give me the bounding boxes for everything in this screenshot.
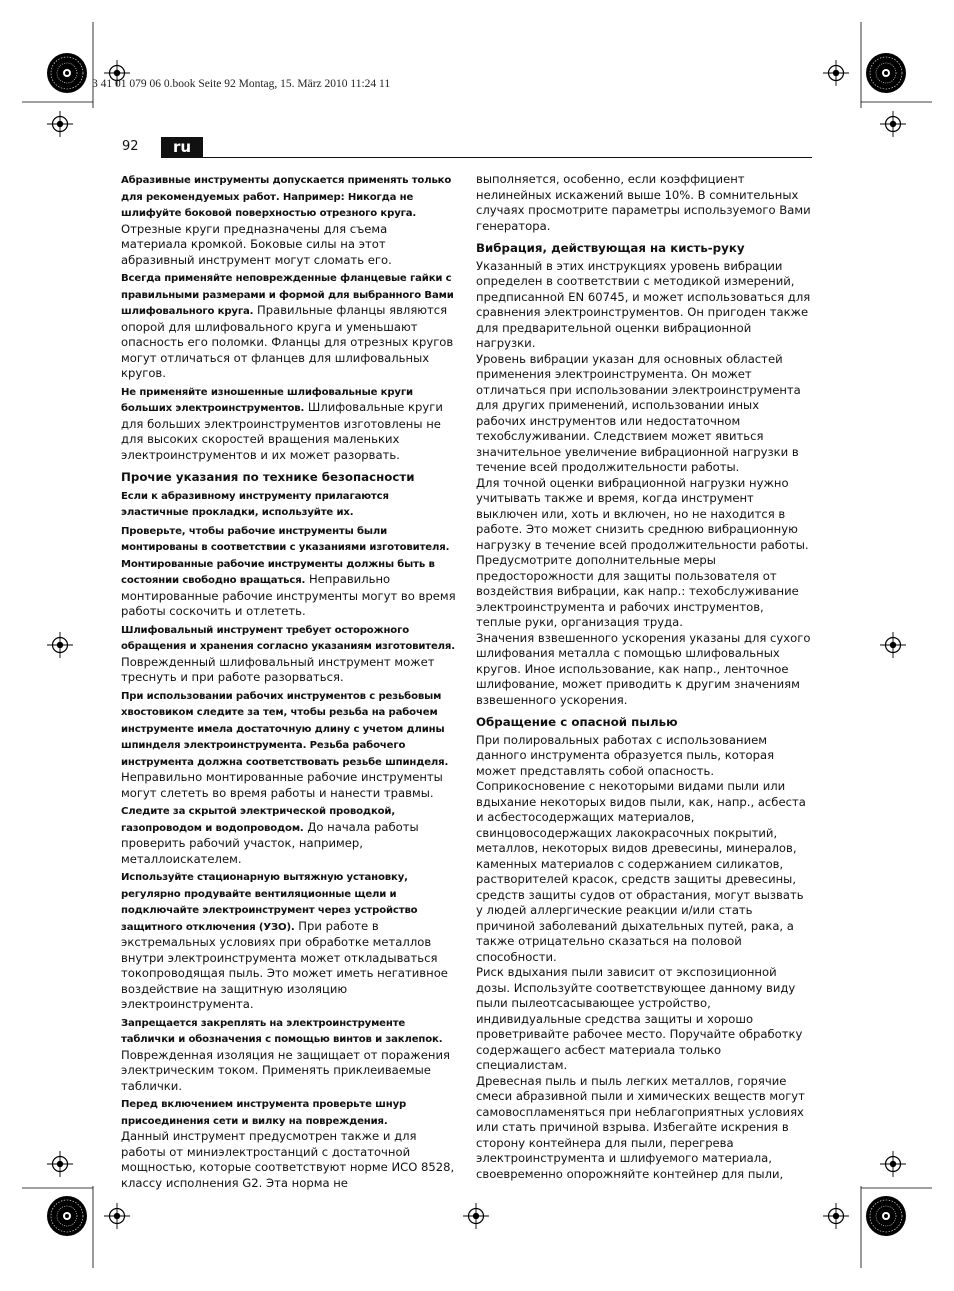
paragraph bbox=[121, 384, 457, 464]
paragraph: Для точной оценки вибрационной нагрузки нужно учитывать также и время, когда инструмент выключен или, хоть и включен, но не находится в работе. Это может снизить среднюю вибрационную нагрузку в течение всей продолжительности работы. bbox=[476, 475, 809, 552]
body-text: При работе в экстремальных условиях при обработке металлов внутри электроинструмента может откладываться токопроводящая пыль. Это может иметь негативное воздействие на защитную изоляцию электроинструмента. bbox=[121, 918, 448, 1011]
paragraph bbox=[121, 1096, 457, 1129]
body-text: Поврежденная изоляция не защищает от поражения электрическим током. Применять приклеиваемые таблички. bbox=[121, 1047, 450, 1093]
bold-instruction: Следите за скрытой электрической проводкой, газопроводом и водопроводом. bbox=[121, 806, 396, 834]
paragraph: Предусмотрите дополнительные меры предосторожности для защиты пользователя от воздействия вибрации, как напр.: техобслуживание электроинструмента и рабочих инструментов, теплые руки, организация труда. bbox=[476, 553, 799, 629]
left-column bbox=[121, 172, 457, 1191]
body-text: Неправильно монтированные рабочие инструменты могут слететь во время работы и нанести травмы. bbox=[121, 770, 443, 800]
bold-instruction: Используйте стационарную вытяжную установку, регулярно продувайте вентиляционные щели и подключайте электроинструмент через устройство защитного отключения (УЗО). bbox=[121, 872, 418, 933]
body-text: Неправильно монтированные рабочие инструменты могут во время работы соскочить и отлететь. bbox=[121, 572, 456, 618]
section-heading: Вибрация, действующая на кисть-руку bbox=[476, 241, 745, 255]
bold-instruction: При использовании рабочих инструментов с резьбовым хвостовиком следите за тем, чтобы резьба на рабочем инструменте имела достаточную длину с учетом длины шпинделя электроинструмента. Резьба рабочего инструмента должна соответствовать резьбе шпинделя. bbox=[121, 690, 449, 768]
header-rule bbox=[203, 157, 812, 158]
paragraph bbox=[121, 869, 457, 1013]
paragraph bbox=[121, 172, 457, 268]
paragraph bbox=[121, 270, 457, 382]
body-text: Поврежденный шлифовальный инструмент может треснуть и при работе разорваться. bbox=[121, 654, 435, 684]
paragraph bbox=[121, 622, 457, 686]
body-text: Данный инструмент предусмотрен также и для работы от миниэлектростанций с достаточной мощностью, которые соответствуют норме ИСО 8528, классу исполнения G2. Эта норма не bbox=[121, 1129, 455, 1190]
bold-instruction: Всегда применяйте неповрежденные фланцевые гайки с правильными размерами и формой для выбранного Вами шлифовального круга. bbox=[121, 273, 454, 317]
paragraph: Соприкосновение с некоторыми видами пыли или вдыхание некоторых видов пыли, как, напр., асбеста и асбестосодержащих материалов, свинцовосодержащих лакокрасочных покрытий, металлов, некоторых видов древесины, минералов, каменных материалов с содержанием силикатов, растворителей красок, средств защиты древесины, средств защиты судов от обрастания, могут вызвать у людей аллергические реакции и/или стать причиной заболеваний дыхательных путей, рака, а также отрицательно сказаться на половой способности. bbox=[476, 779, 806, 964]
paragraph: Уровень вибрации указан для основных областей применения электроинструмента. Он может отличаться при использовании электроинструмента для других применений, использовании иных рабочих инструментов или недостаточном техобслуживании. Следствием может явиться значительное увеличение вибрационной нагрузки в течение всей продолжительности работы. bbox=[476, 351, 801, 474]
paragraph bbox=[121, 1015, 457, 1095]
body-text: Отрезные круги предназначены для съема материала кромкой. Боковые силы на этот абразивный инструмент могут сломать его. bbox=[121, 221, 392, 267]
bold-instruction: Проверьте, чтобы рабочие инструменты были монтированы в соответствии с указаниями изготовителя. Монтированные рабочие инструменты должны быть в состоянии свободно вращаться. bbox=[121, 525, 450, 586]
paragraph: Древесная пыль и пыль легких металлов, горячие смеси абразивной пыли и химических веществ могут самовоспламеняться при неблагоприятных условиях или стать причиной взрыва. Избегайте искрения в сторону контейнера для пыли, перегрева электроинструмента и шлифуемого материала, своевременно опорожняйте контейнер для пыли, bbox=[476, 1073, 805, 1181]
bold-instruction: Абразивные инструменты допускается применять только для рекомендуемых работ. Например: Никогда не шлифуйте боковой поверхностью отрезного круга. bbox=[121, 175, 452, 219]
section-heading: Прочие указания по технике безопасности bbox=[121, 470, 415, 484]
paragraph: Риск вдыхания пыли зависит от экспозиционной дозы. Используйте соответствующее данному виду пыли пылеотсасывающее устройство, индивидуальные средства защиты и хорошо проветривайте рабочее место. Поручайте обработку содержащего асбест материала только специалистам. bbox=[476, 965, 803, 1072]
paragraph: Указанный в этих инструкциях уровень вибрации определен в соответствии с методикой измерений, предписанной EN 60745, и может использоваться для сравнения электроинструментов. Он пригоден также для предварительной оценки вибрационной нагрузки. bbox=[476, 258, 811, 350]
body-text: До начала работы проверить рабочий участок, например, металлоискателем. bbox=[121, 819, 419, 866]
body-text: Шлифовальные круги для больших электроинструментов изготовлены не для высоких скоростей вращения маленьких электроинструментов и их может разорвать. bbox=[121, 400, 443, 462]
paragraph bbox=[121, 1129, 457, 1191]
body-text: Правильные фланцы являются опорой для шлифовального круга и уменьшают опасность его поломки. Фланцы для отрезных кругов могут отличаться от фланцев для шлифовальных кругов. bbox=[121, 303, 454, 380]
paragraph bbox=[121, 688, 457, 802]
paragraph bbox=[121, 523, 457, 620]
bold-instruction: Запрещается закреплять на электроинструменте таблички и обозначения с помощью винтов и заклепок. bbox=[121, 1017, 443, 1045]
bold-instruction: Перед включением инструмента проверьте шнур присоединения сети и вилку на повреждения. bbox=[121, 1099, 407, 1127]
language-badge: ru bbox=[161, 137, 203, 158]
paragraph: Значения взвешенного ускорения указаны для сухого шлифования металла с помощью шлифовальных кругов. Иное использование, как напр., ленточное шлифование, может приводить к другим значениям взвешенного ускорения. bbox=[476, 630, 811, 707]
page-number: 92 bbox=[122, 139, 139, 154]
bold-instruction: Шлифовальный инструмент требует осторожного обращения и хранения согласно указаниям изготовителя. bbox=[121, 624, 455, 652]
section-heading: Обращение с опасной пылью bbox=[476, 715, 678, 729]
paragraph: выполняется, особенно, если коэффициент нелинейных искажений выше 10%. В сомнительных случаях просмотрите параметры используемого Вами генератора. bbox=[476, 172, 811, 233]
paragraph bbox=[121, 488, 457, 521]
paragraph bbox=[121, 803, 457, 867]
bold-instruction: Если к абразивному инструменту прилагаются эластичные прокладки, используйте их. bbox=[121, 490, 389, 518]
file-info-line: 3 41 01 079 06 0.book Seite 92 Montag, 15. März 2010 11:24 11 bbox=[92, 78, 391, 90]
right-column bbox=[476, 172, 812, 1182]
bold-instruction: Не применяйте изношенные шлифовальные круги больших электроинструментов. bbox=[121, 386, 413, 414]
paragraph: При полировальных работах с использованием данного инструмента образуется пыль, которая может представлять собой опасность. bbox=[476, 732, 775, 778]
